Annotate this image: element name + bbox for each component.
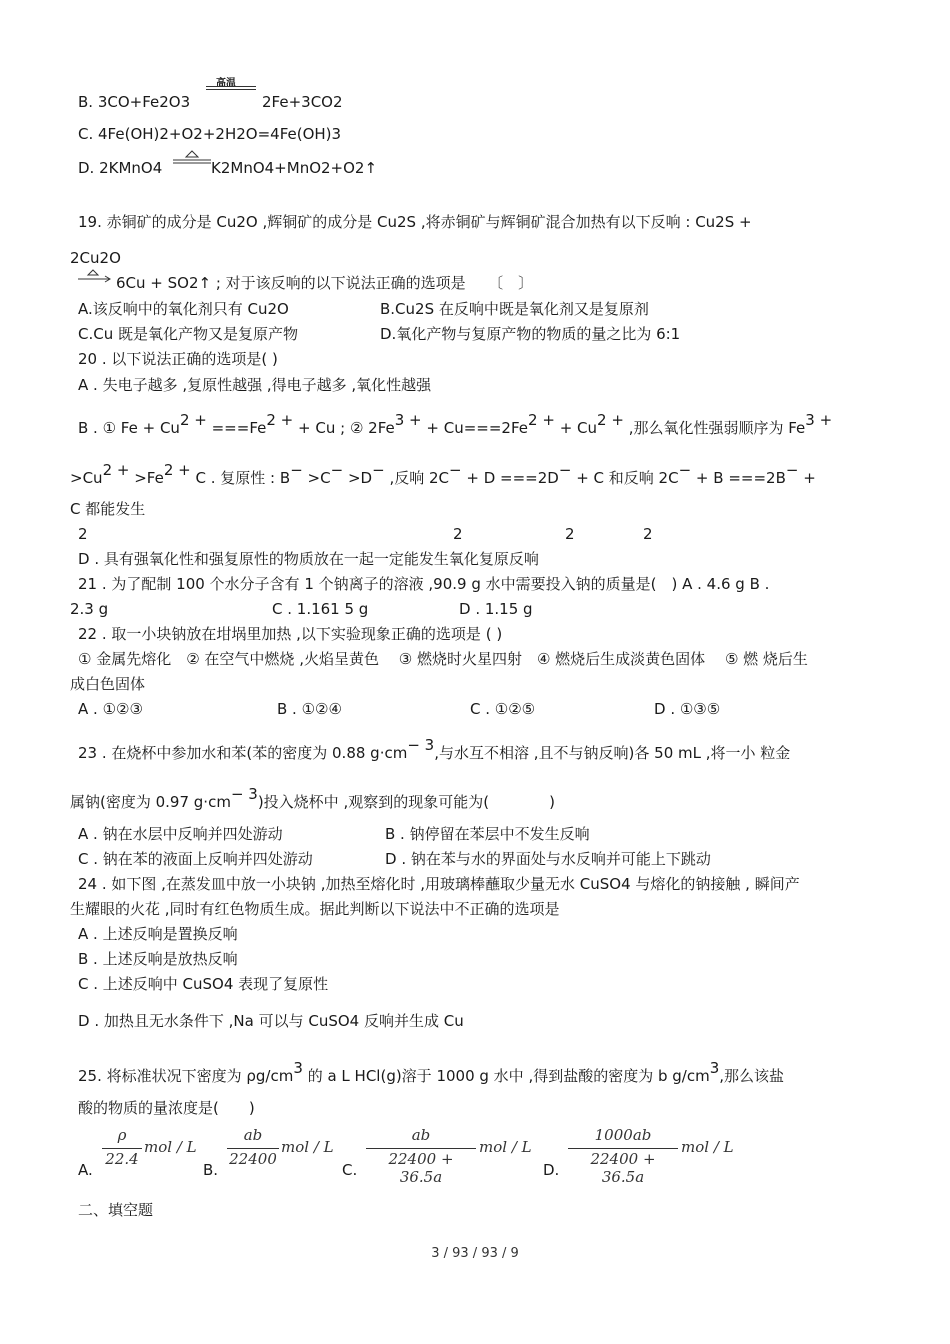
- q21-stem: 21 . 为了配制 100 个水分子含有 1 个钠离子的溶液 ,90.9 g 水中需要投入钠的质量是( ) A . 4.6 g B .: [78, 575, 770, 593]
- q19-stem-line3: 6Cu + SO2↑ ; 对于该反响的以下说法正确的选项是 〔 〕: [116, 274, 534, 292]
- q21-option-c: C . 1.161 5 g: [272, 600, 369, 618]
- condition-label: 高温: [216, 78, 236, 89]
- heating-arrow-mark: [78, 268, 112, 284]
- q19-stem: 19. 赤铜矿的成分是 Cu2O ,辉铜矿的成分是 Cu2S ,将赤铜矿与辉铜矿混合加热有以下反响 : Cu2S +: [78, 213, 752, 231]
- q25-option-b-label: B.: [203, 1161, 219, 1179]
- q25-option-a-formula: ρ 22.4 mol / L: [102, 1126, 142, 1174]
- q19-option-b: B.Cu2S 在反响中既是氧化剂又是复原剂: [380, 300, 649, 318]
- q19-option-d: D.氧化产物与复原产物的物质的量之比为 6:1: [380, 325, 681, 343]
- q24-option-a: A . 上述反响是置换反响: [78, 925, 238, 943]
- q22-option-c: C . ①②⑤: [470, 700, 536, 718]
- q18-option-d-products: K2MnO4+MnO2+O2↑: [211, 159, 378, 177]
- q25-option-d-label: D.: [543, 1161, 560, 1179]
- q20-option-c-line2: C 都能发生: [70, 500, 146, 518]
- q21-option-d: D . 1.15 g: [459, 600, 533, 618]
- q25-option-b-formula: ab 22400 mol / L: [227, 1126, 279, 1174]
- q19-stem-line2: 2Cu2O: [70, 249, 121, 267]
- q25-stem-line2: 酸的物质的量浓度是( ): [78, 1099, 255, 1117]
- q20-subscript-4: 2: [643, 525, 653, 543]
- q24-option-d: D . 加热且无水条件下 ,Na 可以与 CuSO4 反响并生成 Cu: [78, 1012, 464, 1030]
- q22-items-line2: 成白色固体: [70, 675, 146, 693]
- q24-stem: 24 . 如下图 ,在蒸发皿中放一小块钠 ,加热至熔化时 ,用玻璃棒蘸取少量无水 CuSO4 与熔化的钠接触 , 瞬间产: [78, 875, 800, 893]
- q24-option-b: B . 上述反响是放热反响: [78, 950, 238, 968]
- q18-option-c: C. 4Fe(OH)2+O2+2H2O=4Fe(OH)3: [78, 125, 342, 143]
- q23-option-d: D . 钠在苯与水的界面处与水反响并可能上下跳动: [385, 850, 711, 868]
- q25-option-c-label: C.: [342, 1161, 358, 1179]
- q18-option-d: D. 2KMnO4: [78, 159, 163, 177]
- q18-option-b: [78, 92, 190, 112]
- q22-option-a: A . ①②③: [78, 700, 143, 718]
- q20-stem: 20 . 以下说法正确的选项是( ): [78, 350, 278, 368]
- heating-condition-mark: [173, 149, 211, 165]
- q20-option-d: D . 具有强氧化性和强复原性的物质放在一起一定能发生氧化复原反响: [78, 550, 539, 568]
- q20-subscript-3: 2: [565, 525, 575, 543]
- section-heading: 二、填空题: [78, 1201, 154, 1219]
- q21-option-b-value: 2.3 g: [70, 600, 109, 618]
- heat-arrow-icon: [78, 268, 112, 284]
- q23-option-a: A . 钠在水层中反响并四处游动: [78, 825, 283, 843]
- q18-option-b-products: 2Fe+3CO2: [262, 93, 343, 111]
- heat-triangle-icon: [173, 149, 211, 165]
- q20-subscript-2: 2: [453, 525, 463, 543]
- q20-option-c: >Cu2 + >Fe2 + C . 复原性 : B− >C− >D− ,反响 2C− + D ===2D− + C 和反响 2C− + B ===2B− +: [70, 461, 816, 487]
- q22-option-d: D . ①③⑤: [654, 700, 721, 718]
- q24-stem-line2: 生耀眼的火花 ,同时有红色物质生成。据此判断以下说法中不正确的选项是: [70, 900, 560, 918]
- q25-option-a-label: A.: [78, 1161, 93, 1179]
- q19-option-c: C.Cu 既是氧化产物又是复原产物: [78, 325, 298, 343]
- q20-option-a: A . 失电子越多 ,复原性越强 ,得电子越多 ,氧化性越强: [78, 376, 432, 394]
- q23-option-c: C . 钠在苯的液面上反响并四处游动: [78, 850, 313, 868]
- q20-option-b: B . ① Fe + Cu2 + ===Fe2 + + Cu ; ② 2Fe3 + + Cu===2Fe2 + + Cu2 + ,那么氧化性强弱顺序为 Fe3 +: [78, 411, 833, 437]
- q25-option-d-formula: 1000ab 22400 + 36.5a mol / L: [568, 1126, 678, 1174]
- q25-stem: 25. 将标准状况下密度为 ρg/cm3 的 a L HCl(g)溶于 1000 g 水中 ,得到盐酸的密度为 b g/cm3,那么该盐: [78, 1059, 785, 1085]
- q22-option-b: B . ①②④: [277, 700, 342, 718]
- q24-option-c: C . 上述反响中 CuSO4 表现了复原性: [78, 975, 329, 993]
- q20-subscript-1: 2: [78, 525, 88, 543]
- page-footer: 3 / 93 / 93 / 9: [431, 1246, 519, 1261]
- q22-stem: 22 . 取一小块钠放在坩埚里加热 ,以下实验现象正确的选项是 ( ): [78, 625, 503, 643]
- q25-option-c-formula: ab 22400 + 36.5a mol / L: [366, 1126, 476, 1174]
- q19-option-a: A.该反响中的氧化剂只有 Cu2O: [78, 300, 289, 318]
- q23-option-b: B . 钠停留在苯层中不发生反响: [385, 825, 590, 843]
- q23-stem: 23 . 在烧杯中参加水和苯(苯的密度为 0.88 g·cm− 3,与水互不相溶 ,且不与钠反响)各 50 mL ,将一小 粒金: [78, 736, 791, 762]
- q22-items: ① 金属先熔化 ② 在空气中燃烧 ,火焰呈黄色 ③ 燃烧时火星四射 ④ 燃烧后生成淡黄色固体 ⑤ 燃 烧后生: [78, 650, 808, 668]
- q23-stem-line2: 属钠(密度为 0.97 g·cm− 3)投入烧杯中 ,观察到的现象可能为( ): [70, 785, 555, 811]
- q18-option-b-text: B. 3CO+Fe2O3: [78, 93, 191, 111]
- high-temp-condition-mark: [206, 74, 256, 98]
